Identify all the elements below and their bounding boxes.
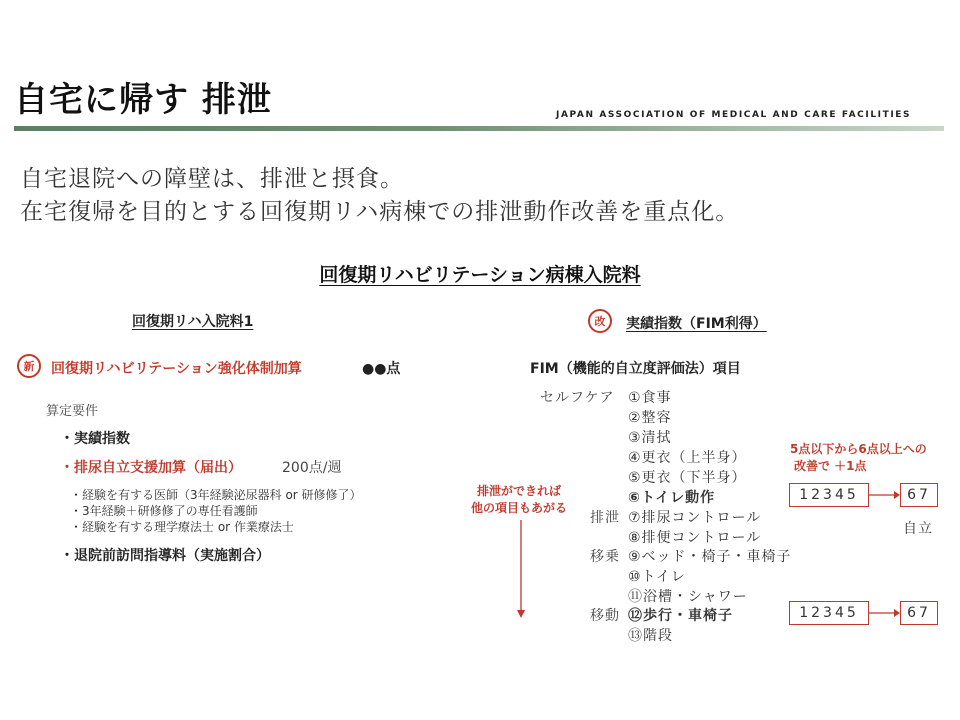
requirement-sub-item: ・経験を有する理学療法士 or 作業療法士: [70, 520, 294, 534]
fim-item: ⑩トイレ: [628, 569, 686, 585]
category-transfer: 移乗: [590, 549, 620, 565]
fim-scale-low-box: 12345: [789, 601, 869, 625]
requirement-item-3: ・退院前訪問指導料（実施割合）: [60, 548, 270, 564]
fim-item: ③清拭: [628, 430, 672, 446]
fim-item: ⑪浴槽・シャワー: [628, 589, 748, 605]
requirement-item-1: ・実績指数: [60, 431, 130, 447]
fim-item-highlight: ⑫歩行・車椅子: [628, 608, 733, 624]
new-badge: 新: [17, 354, 41, 378]
fim-item: ②整容: [628, 410, 672, 426]
fim-scale-high-box: 67: [900, 483, 938, 507]
header-divider: [14, 126, 944, 131]
category-selfcare: セルフケア: [540, 390, 615, 406]
arrow-right-icon: [868, 488, 902, 502]
fim-item: ⑤更衣（下半身）: [628, 470, 747, 486]
fim-item: ①食事: [628, 390, 672, 406]
fim-item: ⑧排便コントロール: [628, 530, 762, 546]
fim-scale-low-box: 12345: [789, 483, 869, 507]
organization-name: JAPAN ASSOCIATION OF MEDICAL AND CARE FACILITIES: [556, 110, 912, 120]
improvement-note-line-2: 改善で ＋1点: [794, 459, 867, 473]
fim-item: ④更衣（上半身）: [628, 450, 747, 466]
excretion-note-line-1: 排泄ができれば: [476, 484, 561, 498]
revised-badge: 改: [588, 309, 612, 333]
section-title: [0, 260, 960, 287]
category-excretion: 排泄: [590, 510, 620, 526]
requirement-sub-item: ・3年経験＋研修修了の専任看護師: [70, 504, 258, 518]
fim-title: FIM（機能的自立度評価法）項目: [530, 361, 741, 377]
right-subheading: 実績指数（FIM利得）: [626, 316, 767, 332]
addon-points: ●●点: [362, 361, 401, 377]
fim-item: ⑦排尿コントロール: [628, 510, 762, 526]
fim-item: ⑬階段: [628, 628, 673, 644]
independent-label: 自立: [903, 521, 933, 537]
requirement-item-2-points: 200点/週: [282, 460, 342, 476]
slide-title: 自宅に帰す 排泄: [14, 80, 272, 120]
improvement-note: [790, 441, 927, 475]
excretion-note: [461, 483, 577, 517]
fim-scale-high-box: 67: [900, 601, 938, 625]
fim-item: ⑨ベッド・椅子・車椅子: [628, 549, 792, 565]
requirements-label: 算定要件: [46, 404, 99, 419]
lead-line-2: 在宅復帰を目的とする回復期リハ病棟での排泄動作改善を重点化。: [20, 199, 740, 225]
arrow-down-icon: [514, 520, 528, 620]
requirement-sub-item: ・経験を有する医師（3年経験泌尿器科 or 研修修了）: [70, 488, 362, 502]
excretion-note-line-2: 他の項目もあがる: [470, 501, 567, 515]
improvement-note-line-1: 5点以下から6点以上への: [790, 442, 927, 456]
fim-item-highlight: ⑥トイレ動作: [628, 490, 716, 506]
left-subheading: 回復期リハ入院料1: [132, 314, 254, 330]
arrow-right-icon: [868, 606, 902, 620]
category-locomotion: 移動: [590, 608, 620, 624]
addon-title: 回復期リハビリテーション強化体制加算: [51, 361, 302, 377]
lead-line-1: 自宅退院への障壁は、排泄と摂食。: [20, 166, 404, 192]
requirement-item-2: ・排尿自立支援加算（届出）: [60, 460, 242, 476]
section-title-text: 回復期リハビリテーション病棟入院料: [319, 264, 641, 286]
